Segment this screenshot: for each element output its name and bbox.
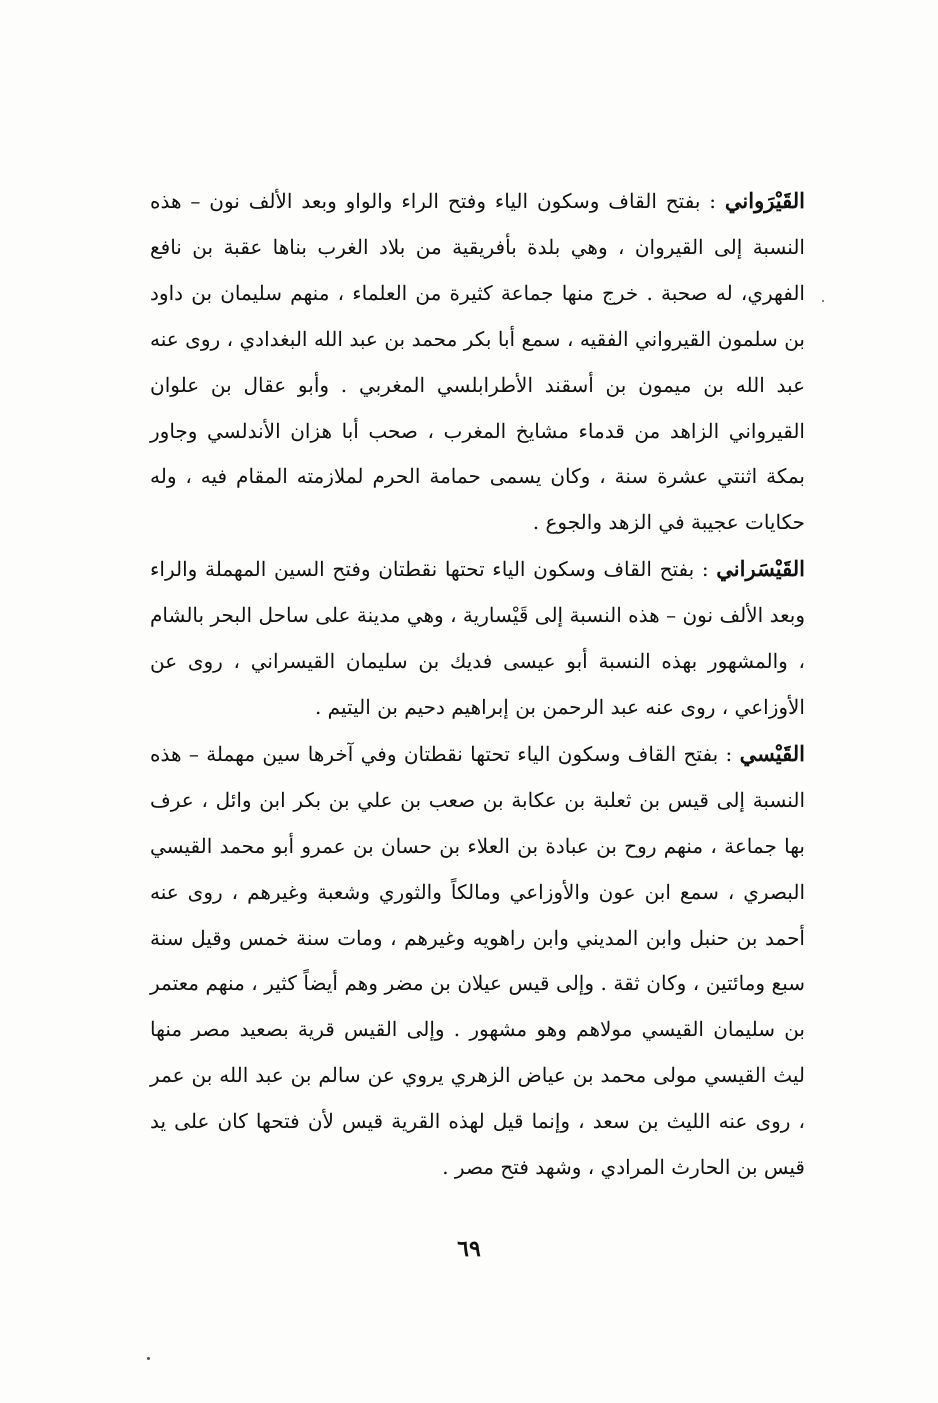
entry-heading: القَيْرَواني <box>724 188 805 213</box>
entry-text: : بفتح القاف وسكون الياء تحتها نقطتان وفتح السين المهملة والراء وبعد الألف نون – هذه النسبة إلى قَيْسارية ، وهي مدينة على ساحل البحر بالشام ، والمشهور بهذه النسبة أبو عيسى فديك بن سليمان القيسراني ، روى عن الأوزاعي ، روى عنه عبد الرحمن بن إبراهيم دحيم بن اليتيم . <box>150 557 805 719</box>
entry-text: : بفتح القاف وسكون الياء وفتح الراء والواو وبعد الألف نون – هذه النسبة إلى القيروان ، وهي بلدة بأفريقية من بلاد الغرب بناها عقبة بن نافع الفهري، له صحبة . خرج منها جماعة كثيرة من العلماء ، منهم سليمان بن داود بن سلمون القيرواني الفقيه ، سمع أبا بكر محمد بن عبد الله البغدادي ، روى عنه عبد الله بن ميمون بن أسقند الأطرابلسي المغربي . وأبو عقال بن علوان القيرواني الزاهد من قدماء مشايخ المغرب ، صحب أبا هزان الأندلسي وجاور بمكة اثنتي عشرة سنة ، وكان يسمى حمامة الحرم لملازمته المقام فيه ، وله حكايات عجيبة في الزهد والجوع . <box>150 189 805 535</box>
scan-speck <box>822 300 824 302</box>
entry-text: : بفتح القاف وسكون الياء تحتها نقطتان وفي آخرها سين مهملة – هذه النسبة إلى قيس بن ثعلبة بن عكابة بن صعب بن علي بن بكر ابن وائل ، عرف بها جماعة ، منهم روح بن عبادة بن العلاء بن حسان بن عمرو أبو محمد القيسي البصري ، سمع ابن عون والأوزاعي ومالكاً والثوري وشعبة وغيرهم ، روى عنه أحمد بن حنبل وابن المديني وابن راهويه وغيرهم ، ومات سنة خمس وقيل سنة سبع ومائتين ، وكان ثقة . وإلى قيس عيلان بن مضر وهم أيضاً كثير ، منهم معتمر بن سليمان القيسي مولاهم وهو مشهور . وإلى القيس قرية بصعيد مصر منها ليث القيسي مولى محمد بن عياض الزهري يروي عن سالم بن عبد الله بن عمر ، روى عنه الليث بن سعد ، وإنما قيل لهذه القرية قيس لأن فتحها كان على يد قيس بن الحارث المرادي ، وشهد فتح مصر . <box>150 741 805 1180</box>
scan-speck <box>147 1357 150 1360</box>
entry-qayrawani <box>150 178 805 546</box>
entry-heading: القَيْسي <box>739 740 805 766</box>
entry-heading: القَيْسَراني <box>716 556 805 582</box>
page-body <box>150 178 805 1191</box>
page-number: ٦٩ <box>457 1236 481 1262</box>
entry-qaysarani <box>150 546 805 731</box>
entry-qaysi <box>150 731 805 1191</box>
